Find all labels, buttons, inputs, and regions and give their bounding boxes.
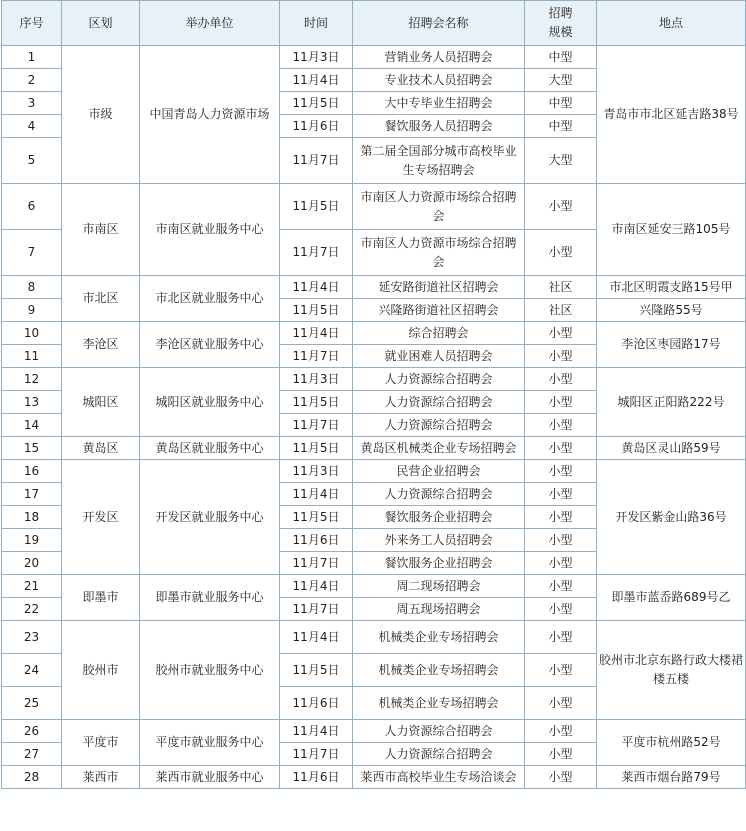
fair-name-cell: 市南区人力资源市场综合招聘会 — [353, 230, 525, 276]
fair-name-cell: 市南区人力资源市场综合招聘会 — [353, 184, 525, 230]
row-number: 21 — [2, 575, 62, 598]
time-cell: 11月7日 — [280, 743, 353, 766]
place-cell: 平度市杭州路52号 — [597, 720, 746, 766]
place-cell: 兴隆路55号 — [597, 299, 746, 322]
organizer-cell: 市北区就业服务中心 — [140, 276, 280, 322]
scale-cell: 小型 — [525, 391, 597, 414]
header-scale — [525, 1, 597, 46]
scale-cell: 社区 — [525, 299, 597, 322]
scale-cell: 小型 — [525, 687, 597, 720]
header-name: 招聘会名称 — [353, 1, 525, 46]
row-number: 11 — [2, 345, 62, 368]
header-time: 时间 — [280, 1, 353, 46]
district-cell: 莱西市 — [62, 766, 140, 789]
header-scale-line1: 招聘 — [548, 6, 573, 20]
scale-cell: 小型 — [525, 621, 597, 654]
time-cell: 11月7日 — [280, 598, 353, 621]
district-cell: 开发区 — [62, 460, 140, 575]
fair-name-cell: 外来务工人员招聘会 — [353, 529, 525, 552]
place-cell: 开发区紫金山路36号 — [597, 460, 746, 575]
fair-name-cell: 人力资源综合招聘会 — [353, 414, 525, 437]
district-cell: 市级 — [62, 46, 140, 184]
row-number: 19 — [2, 529, 62, 552]
time-cell: 11月5日 — [280, 654, 353, 687]
table-row — [2, 184, 746, 230]
fair-name-cell: 综合招聘会 — [353, 322, 525, 345]
scale-cell: 小型 — [525, 368, 597, 391]
fair-name-cell: 人力资源综合招聘会 — [353, 391, 525, 414]
fair-name-cell: 营销业务人员招聘会 — [353, 46, 525, 69]
time-cell: 11月4日 — [280, 69, 353, 92]
row-number: 26 — [2, 720, 62, 743]
time-cell: 11月5日 — [280, 506, 353, 529]
row-number: 28 — [2, 766, 62, 789]
time-cell: 11月5日 — [280, 184, 353, 230]
row-number: 20 — [2, 552, 62, 575]
table-row — [2, 368, 746, 391]
fair-name-cell: 人力资源综合招聘会 — [353, 743, 525, 766]
district-cell: 城阳区 — [62, 368, 140, 437]
place-cell: 莱西市烟台路79号 — [597, 766, 746, 789]
organizer-cell: 平度市就业服务中心 — [140, 720, 280, 766]
job-fair-table — [1, 0, 746, 789]
fair-name-cell: 人力资源综合招聘会 — [353, 720, 525, 743]
row-number: 23 — [2, 621, 62, 654]
scale-cell: 小型 — [525, 460, 597, 483]
header-place: 地点 — [597, 1, 746, 46]
fair-name-cell: 民营企业招聘会 — [353, 460, 525, 483]
place-cell: 市南区延安三路105号 — [597, 184, 746, 276]
fair-name-cell: 周二现场招聘会 — [353, 575, 525, 598]
time-cell: 11月5日 — [280, 299, 353, 322]
row-number: 25 — [2, 687, 62, 720]
time-cell: 11月7日 — [280, 414, 353, 437]
fair-name-cell: 就业困难人员招聘会 — [353, 345, 525, 368]
scale-cell: 中型 — [525, 92, 597, 115]
place-cell: 即墨市蓝岙路689号乙 — [597, 575, 746, 621]
fair-name-cell: 机械类企业专场招聘会 — [353, 621, 525, 654]
fair-name-cell: 莱西市高校毕业生专场洽谈会 — [353, 766, 525, 789]
table-row — [2, 322, 746, 345]
place-cell: 市北区明霞支路15号甲 — [597, 276, 746, 299]
district-cell: 胶州市 — [62, 621, 140, 720]
fair-name-cell: 人力资源综合招聘会 — [353, 368, 525, 391]
place-cell: 黄岛区灵山路59号 — [597, 437, 746, 460]
organizer-cell: 黄岛区就业服务中心 — [140, 437, 280, 460]
scale-cell: 小型 — [525, 184, 597, 230]
time-cell: 11月4日 — [280, 720, 353, 743]
row-number: 3 — [2, 92, 62, 115]
row-number: 24 — [2, 654, 62, 687]
table-row — [2, 720, 746, 743]
time-cell: 11月4日 — [280, 322, 353, 345]
time-cell: 11月3日 — [280, 368, 353, 391]
row-number: 16 — [2, 460, 62, 483]
row-number: 1 — [2, 46, 62, 69]
time-cell: 11月7日 — [280, 230, 353, 276]
fair-name-cell: 第二届全国部分城市高校毕业生专场招聘会 — [353, 138, 525, 184]
header-organizer: 举办单位 — [140, 1, 280, 46]
time-cell: 11月6日 — [280, 115, 353, 138]
place-cell: 胶州市北京东路行政大楼裙楼五楼 — [597, 621, 746, 720]
table-row — [2, 621, 746, 654]
fair-name-cell: 餐饮服务企业招聘会 — [353, 552, 525, 575]
time-cell: 11月6日 — [280, 766, 353, 789]
scale-cell: 中型 — [525, 115, 597, 138]
time-cell: 11月4日 — [280, 483, 353, 506]
scale-cell: 小型 — [525, 437, 597, 460]
row-number: 9 — [2, 299, 62, 322]
district-cell: 平度市 — [62, 720, 140, 766]
table-row — [2, 437, 746, 460]
header-scale-line2: 规模 — [548, 25, 573, 39]
time-cell: 11月4日 — [280, 621, 353, 654]
scale-cell: 小型 — [525, 654, 597, 687]
scale-cell: 小型 — [525, 743, 597, 766]
place-cell: 青岛市市北区延吉路38号 — [597, 46, 746, 184]
fair-name-cell: 机械类企业专场招聘会 — [353, 687, 525, 720]
time-cell: 11月3日 — [280, 46, 353, 69]
fair-name-cell: 机械类企业专场招聘会 — [353, 654, 525, 687]
fair-name-cell: 周五现场招聘会 — [353, 598, 525, 621]
district-cell: 市北区 — [62, 276, 140, 322]
row-number: 18 — [2, 506, 62, 529]
time-cell: 11月7日 — [280, 345, 353, 368]
scale-cell: 小型 — [525, 483, 597, 506]
scale-cell: 小型 — [525, 506, 597, 529]
fair-name-cell: 兴隆路街道社区招聘会 — [353, 299, 525, 322]
scale-cell: 大型 — [525, 69, 597, 92]
row-number: 13 — [2, 391, 62, 414]
time-cell: 11月6日 — [280, 529, 353, 552]
header-district: 区划 — [62, 1, 140, 46]
district-cell: 即墨市 — [62, 575, 140, 621]
row-number: 4 — [2, 115, 62, 138]
time-cell: 11月5日 — [280, 92, 353, 115]
scale-cell: 小型 — [525, 414, 597, 437]
scale-cell: 小型 — [525, 552, 597, 575]
fair-name-cell: 餐饮服务人员招聘会 — [353, 115, 525, 138]
scale-cell: 小型 — [525, 598, 597, 621]
row-number: 10 — [2, 322, 62, 345]
organizer-cell: 城阳区就业服务中心 — [140, 368, 280, 437]
organizer-cell: 市南区就业服务中心 — [140, 184, 280, 276]
row-number: 15 — [2, 437, 62, 460]
organizer-cell: 胶州市就业服务中心 — [140, 621, 280, 720]
scale-cell: 小型 — [525, 529, 597, 552]
fair-name-cell: 专业技术人员招聘会 — [353, 69, 525, 92]
table-body — [2, 46, 746, 789]
time-cell: 11月3日 — [280, 460, 353, 483]
fair-name-cell: 延安路街道社区招聘会 — [353, 276, 525, 299]
time-cell: 11月5日 — [280, 391, 353, 414]
row-number: 27 — [2, 743, 62, 766]
table-row — [2, 276, 746, 299]
time-cell: 11月5日 — [280, 437, 353, 460]
time-cell: 11月7日 — [280, 552, 353, 575]
scale-cell: 社区 — [525, 276, 597, 299]
scale-cell: 小型 — [525, 230, 597, 276]
scale-cell: 小型 — [525, 766, 597, 789]
row-number: 5 — [2, 138, 62, 184]
row-number: 17 — [2, 483, 62, 506]
organizer-cell: 即墨市就业服务中心 — [140, 575, 280, 621]
place-cell: 城阳区正阳路222号 — [597, 368, 746, 437]
scale-cell: 小型 — [525, 575, 597, 598]
header-no: 序号 — [2, 1, 62, 46]
row-number: 14 — [2, 414, 62, 437]
fair-name-cell: 餐饮服务企业招聘会 — [353, 506, 525, 529]
table-row — [2, 575, 746, 598]
scale-cell: 小型 — [525, 720, 597, 743]
fair-name-cell: 人力资源综合招聘会 — [353, 483, 525, 506]
organizer-cell: 李沧区就业服务中心 — [140, 322, 280, 368]
fair-name-cell: 大中专毕业生招聘会 — [353, 92, 525, 115]
scale-cell: 小型 — [525, 322, 597, 345]
time-cell: 11月4日 — [280, 575, 353, 598]
table-row — [2, 460, 746, 483]
table-row — [2, 766, 746, 789]
row-number: 8 — [2, 276, 62, 299]
organizer-cell: 开发区就业服务中心 — [140, 460, 280, 575]
table-row — [2, 46, 746, 69]
row-number: 22 — [2, 598, 62, 621]
scale-cell: 小型 — [525, 345, 597, 368]
organizer-cell: 中国青岛人力资源市场 — [140, 46, 280, 184]
row-number: 2 — [2, 69, 62, 92]
district-cell: 李沧区 — [62, 322, 140, 368]
organizer-cell: 莱西市就业服务中心 — [140, 766, 280, 789]
scale-cell: 中型 — [525, 46, 597, 69]
time-cell: 11月7日 — [280, 138, 353, 184]
row-number: 12 — [2, 368, 62, 391]
district-cell: 市南区 — [62, 184, 140, 276]
scale-cell: 大型 — [525, 138, 597, 184]
header-row — [2, 1, 746, 46]
time-cell: 11月6日 — [280, 687, 353, 720]
district-cell: 黄岛区 — [62, 437, 140, 460]
row-number: 7 — [2, 230, 62, 276]
row-number: 6 — [2, 184, 62, 230]
place-cell: 李沧区枣园路17号 — [597, 322, 746, 368]
fair-name-cell: 黄岛区机械类企业专场招聘会 — [353, 437, 525, 460]
time-cell: 11月4日 — [280, 276, 353, 299]
